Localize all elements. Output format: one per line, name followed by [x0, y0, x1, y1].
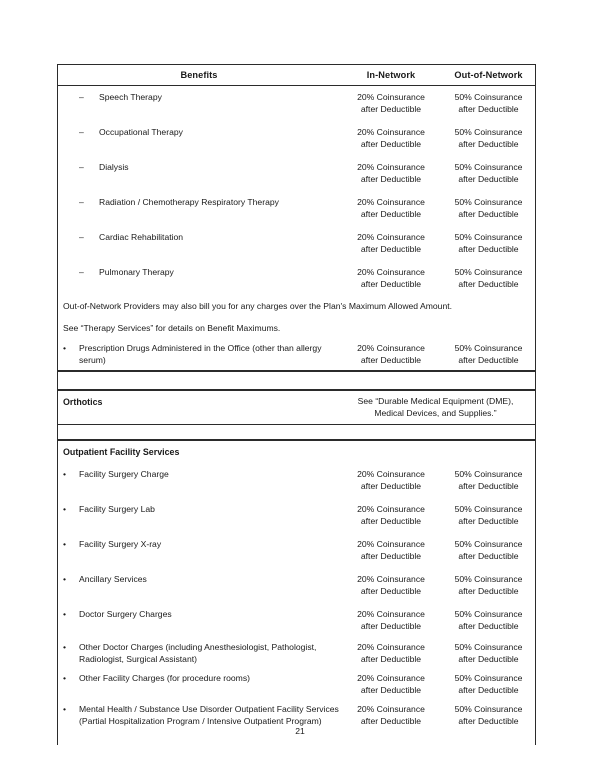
benefit-cell [58, 539, 340, 551]
in-network-cell [340, 574, 442, 597]
out-of-network-value-line2: after Deductible [458, 278, 519, 289]
orthotics-reference-line2: Medical Devices, and Supplies.” [374, 407, 497, 418]
section-title-orthotics: Orthotics [63, 397, 103, 407]
in-network-value-line2: after Deductible [360, 550, 422, 561]
dot-bullet-icon: • [63, 574, 67, 584]
in-network-cell [340, 267, 442, 290]
section-title-outpatient-facility-services: Outpatient Facility Services [63, 447, 180, 457]
in-network-value-line2: after Deductible [360, 243, 422, 254]
dot-bullet-icon: • [63, 469, 67, 479]
out-of-network-value-line1: 50% Coinsurance [454, 232, 523, 242]
dot-bullet-icon: • [63, 609, 67, 619]
dash-bullet-icon: – [79, 232, 84, 242]
table-row [58, 156, 535, 191]
dot-bullet-icon: • [63, 673, 67, 683]
in-network-cell [340, 609, 442, 632]
note-row [58, 296, 535, 318]
out-of-network-value-line2: after Deductible [458, 480, 519, 491]
benefit-label: Facility Surgery X-ray [79, 539, 162, 549]
in-network-value-line1: 20% Coinsurance [357, 267, 425, 277]
out-of-network-cell [442, 504, 535, 527]
out-of-network-value-line1: 50% Coinsurance [454, 197, 523, 207]
in-network-value-line2: after Deductible [360, 684, 422, 695]
in-network-value-line2: after Deductible [360, 620, 422, 631]
in-network-value-line1: 20% Coinsurance [357, 504, 425, 514]
in-network-value-line1: 20% Coinsurance [357, 162, 425, 172]
benefit-label: Dialysis [99, 162, 129, 172]
out-of-network-value-line1: 50% Coinsurance [454, 127, 523, 137]
out-of-network-cell [442, 539, 535, 562]
out-of-network-value-line2: after Deductible [458, 550, 519, 561]
dot-bullet-icon: • [63, 504, 67, 514]
dot-bullet-icon: • [63, 539, 67, 549]
out-of-network-value-line2: after Deductible [458, 653, 519, 664]
out-of-network-value-line2: after Deductible [458, 208, 519, 219]
out-of-network-value-line1: 50% Coinsurance [454, 162, 523, 172]
dot-bullet-icon: • [63, 642, 67, 652]
out-of-network-value-line1: 50% Coinsurance [454, 267, 523, 277]
benefit-cell [58, 469, 340, 481]
in-network-value-line2: after Deductible [360, 138, 422, 149]
benefit-cell [58, 162, 340, 174]
dot-bullet-icon: • [63, 704, 67, 714]
out-of-network-cell [442, 92, 535, 115]
in-network-value-line2: after Deductible [360, 354, 422, 365]
page-number: 21 [295, 726, 305, 736]
table-header-row [58, 65, 535, 85]
benefit-cell [58, 197, 340, 209]
benefit-cell [58, 574, 340, 586]
benefit-label: Facility Surgery Lab [79, 504, 155, 514]
benefit-label: Cardiac Rehabilitation [99, 232, 184, 242]
out-of-network-cell [442, 469, 535, 492]
dot-bullet-icon: • [63, 343, 67, 353]
in-network-value-line1: 20% Coinsurance [357, 574, 425, 584]
benefit-cell [58, 343, 340, 366]
in-network-cell [340, 504, 442, 527]
table-row [58, 638, 535, 669]
out-of-network-value-line2: after Deductible [458, 684, 519, 695]
orthotics-reference-cell [340, 396, 535, 419]
out-of-network-cell [442, 127, 535, 150]
benefit-cell [58, 673, 340, 685]
in-network-value-line2: after Deductible [360, 585, 422, 596]
table-row [58, 498, 535, 533]
column-header-benefits: Benefits [180, 70, 218, 80]
in-network-cell [340, 232, 442, 255]
dash-bullet-icon: – [79, 197, 84, 207]
benefit-label: Speech Therapy [99, 92, 162, 102]
out-of-network-value-line2: after Deductible [458, 138, 519, 149]
in-network-cell [340, 92, 442, 115]
out-of-network-cell [442, 609, 535, 632]
in-network-value-line2: after Deductible [360, 278, 422, 289]
out-of-network-value-line1: 50% Coinsurance [454, 343, 523, 353]
in-network-value-line2: after Deductible [360, 208, 422, 219]
benefit-label: Ancillary Services [79, 574, 147, 584]
benefit-label: Mental Health / Substance Use Disorder Outpatient Facility Services (Partial Hospitalization Program / Intensive Outpatient Program) [79, 704, 339, 726]
table-row [58, 463, 535, 498]
spacer-band [58, 372, 535, 389]
out-of-network-value-line1: 50% Coinsurance [454, 642, 523, 652]
out-of-network-cell [442, 267, 535, 290]
out-of-network-value-line2: after Deductible [458, 243, 519, 254]
table-row [58, 261, 535, 296]
benefit-label: Radiation / Chemotherapy Respiratory Therapy [99, 197, 279, 207]
spacer-band [58, 425, 535, 439]
table-row [58, 568, 535, 603]
in-network-value-line2: after Deductible [360, 515, 422, 526]
out-of-network-cell [442, 574, 535, 597]
table-row [58, 121, 535, 156]
in-network-cell [340, 469, 442, 492]
table-row [58, 191, 535, 226]
out-of-network-value-line2: after Deductible [458, 620, 519, 631]
out-of-network-value-line1: 50% Coinsurance [454, 704, 523, 714]
note-text-out-of-network-billing: Out-of-Network Providers may also bill you for any charges over the Plan's Maximum Allowed Amount. [63, 301, 452, 311]
benefits-table [57, 64, 536, 745]
outpatient-section-heading-row [58, 441, 535, 463]
in-network-value-line2: after Deductible [360, 173, 422, 184]
in-network-value-line1: 20% Coinsurance [357, 127, 425, 137]
out-of-network-value-line1: 50% Coinsurance [454, 504, 523, 514]
in-network-cell [340, 539, 442, 562]
benefit-label: Pulmonary Therapy [99, 267, 174, 277]
out-of-network-value-line2: after Deductible [458, 354, 519, 365]
table-row [58, 533, 535, 568]
table-row [58, 339, 535, 370]
in-network-value-line2: after Deductible [360, 715, 422, 726]
out-of-network-cell [442, 343, 535, 366]
out-of-network-value-line2: after Deductible [458, 103, 519, 114]
in-network-cell [340, 197, 442, 220]
out-of-network-value-line2: after Deductible [458, 585, 519, 596]
in-network-cell [340, 642, 442, 665]
out-of-network-value-line1: 50% Coinsurance [454, 469, 523, 479]
note-row [58, 318, 535, 340]
orthotics-reference-line1: See “Durable Medical Equipment (DME), [357, 396, 514, 406]
in-network-value-line1: 20% Coinsurance [357, 539, 425, 549]
table-row [58, 226, 535, 261]
benefit-label: Facility Surgery Charge [79, 469, 169, 479]
benefit-cell [58, 127, 340, 139]
in-network-cell [340, 673, 442, 696]
in-network-value-line1: 20% Coinsurance [357, 197, 425, 207]
column-header-out-of-network: Out-of-Network [454, 70, 523, 80]
table-row [58, 86, 535, 121]
benefit-label: Prescription Drugs Administered in the Office (other than allergy serum) [79, 343, 322, 365]
out-of-network-cell [442, 673, 535, 696]
benefit-cell [58, 92, 340, 104]
dash-bullet-icon: – [79, 92, 84, 102]
out-of-network-cell [442, 197, 535, 220]
in-network-value-line2: after Deductible [360, 103, 422, 114]
column-header-in-network: In-Network [366, 70, 416, 80]
out-of-network-cell [442, 704, 535, 727]
in-network-cell [340, 127, 442, 150]
dash-bullet-icon: – [79, 162, 84, 172]
orthotics-section-row [58, 391, 535, 424]
out-of-network-cell [442, 232, 535, 255]
benefit-label: Other Doctor Charges (including Anesthesiologist, Pathologist, Radiologist, Surgical Assistant) [79, 642, 317, 664]
in-network-value-line1: 20% Coinsurance [357, 343, 425, 353]
benefit-cell [58, 267, 340, 279]
benefit-cell [58, 504, 340, 516]
benefit-cell [58, 642, 340, 665]
out-of-network-cell [442, 642, 535, 665]
in-network-value-line1: 20% Coinsurance [357, 609, 425, 619]
in-network-cell [340, 343, 442, 366]
benefit-cell [58, 232, 340, 244]
in-network-cell [340, 162, 442, 185]
out-of-network-value-line1: 50% Coinsurance [454, 673, 523, 683]
out-of-network-value-line2: after Deductible [458, 173, 519, 184]
note-text-therapy-services-reference: See “Therapy Services” for details on Benefit Maximums. [63, 322, 281, 333]
table-row [58, 603, 535, 638]
in-network-value-line1: 20% Coinsurance [357, 469, 425, 479]
out-of-network-value-line1: 50% Coinsurance [454, 92, 523, 102]
dash-bullet-icon: – [79, 267, 84, 277]
in-network-value-line1: 20% Coinsurance [357, 673, 425, 683]
in-network-value-line2: after Deductible [360, 480, 422, 491]
out-of-network-cell [442, 162, 535, 185]
in-network-value-line1: 20% Coinsurance [357, 704, 425, 714]
benefit-cell [58, 609, 340, 621]
out-of-network-value-line1: 50% Coinsurance [454, 539, 523, 549]
out-of-network-value-line1: 50% Coinsurance [454, 609, 523, 619]
benefit-label: Occupational Therapy [99, 127, 183, 137]
dash-bullet-icon: – [79, 127, 84, 137]
out-of-network-value-line2: after Deductible [458, 715, 519, 726]
in-network-value-line1: 20% Coinsurance [357, 232, 425, 242]
in-network-value-line1: 20% Coinsurance [357, 92, 425, 102]
in-network-value-line2: after Deductible [360, 653, 422, 664]
table-row [58, 669, 535, 700]
in-network-cell [340, 704, 442, 727]
out-of-network-value-line1: 50% Coinsurance [454, 574, 523, 584]
in-network-value-line1: 20% Coinsurance [357, 642, 425, 652]
out-of-network-value-line2: after Deductible [458, 515, 519, 526]
benefit-label: Doctor Surgery Charges [79, 609, 172, 619]
benefit-cell [58, 704, 340, 727]
benefit-label: Other Facility Charges (for procedure rooms) [79, 673, 250, 683]
